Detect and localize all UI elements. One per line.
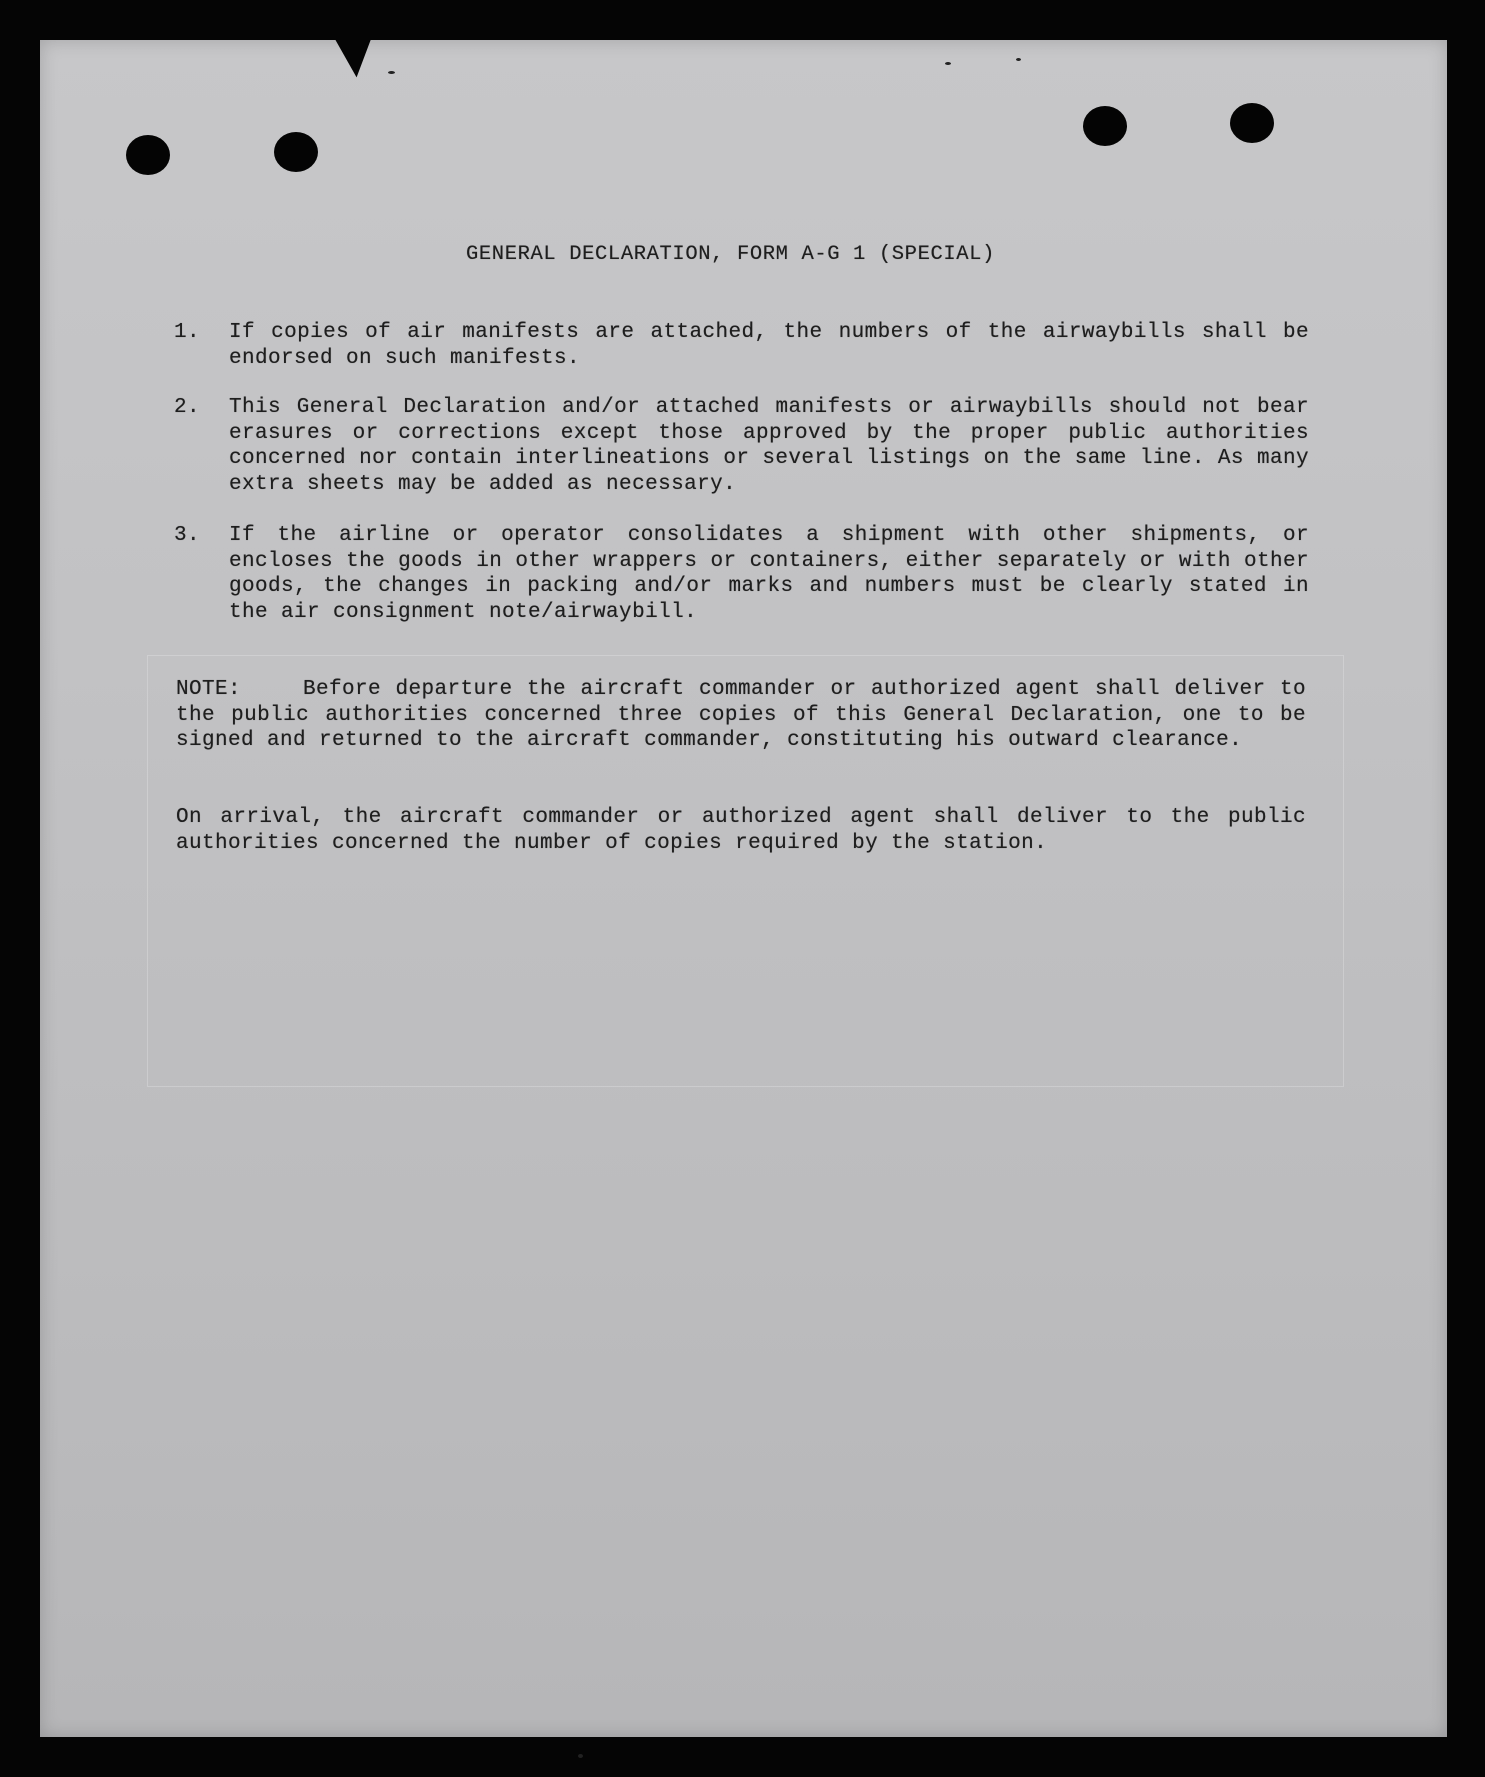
punch-hole-left-2 — [274, 132, 318, 172]
item-number: 3. — [174, 524, 201, 547]
scan-speck — [945, 62, 951, 65]
item-number: 1. — [174, 321, 201, 344]
scanned-page — [40, 40, 1447, 1737]
punch-hole-left-1 — [126, 135, 170, 175]
note-paragraph — [176, 677, 1306, 754]
item-text: If copies of air manifests are attached, the numbers of the airwaybills shall be endorsed on such manifests. — [229, 321, 1309, 370]
punch-hole-right-1 — [1083, 106, 1127, 146]
scan-speck — [578, 1754, 583, 1758]
note-text: Before departure the aircraft commander or authorized agent shall deliver to the public authorities concerned three copies of this General Declaration, one to be signed and returned to the aircraft commander, constituting his outward clearance. — [176, 678, 1306, 752]
note-label: NOTE: — [176, 678, 242, 701]
scan-speck — [388, 71, 395, 74]
scan-speck — [1016, 58, 1021, 61]
arrival-paragraph: On arrival, the aircraft commander or authorized agent shall deliver to the public authorities concerned the number of copies required by the station. — [176, 806, 1306, 855]
form-title: GENERAL DECLARATION, FORM A-G 1 (SPECIAL) — [466, 243, 995, 266]
punch-hole-right-2 — [1230, 103, 1274, 143]
item-text: If the airline or operator consolidates a shipment with other shipments, or encloses the goods in other wrappers or containers, either separately or with other goods, the changes in packing and/or marks and numbers must be clearly stated in the air consignment note/airwaybill. — [229, 524, 1309, 624]
item-number: 2. — [174, 396, 201, 419]
item-text: This General Declaration and/or attached manifests or airwaybills should not bear erasures or corrections except those approved by the proper public authorities concerned nor contain interlineations or several listings on the same line. As many extra sheets may be added as necessary. — [229, 396, 1309, 496]
